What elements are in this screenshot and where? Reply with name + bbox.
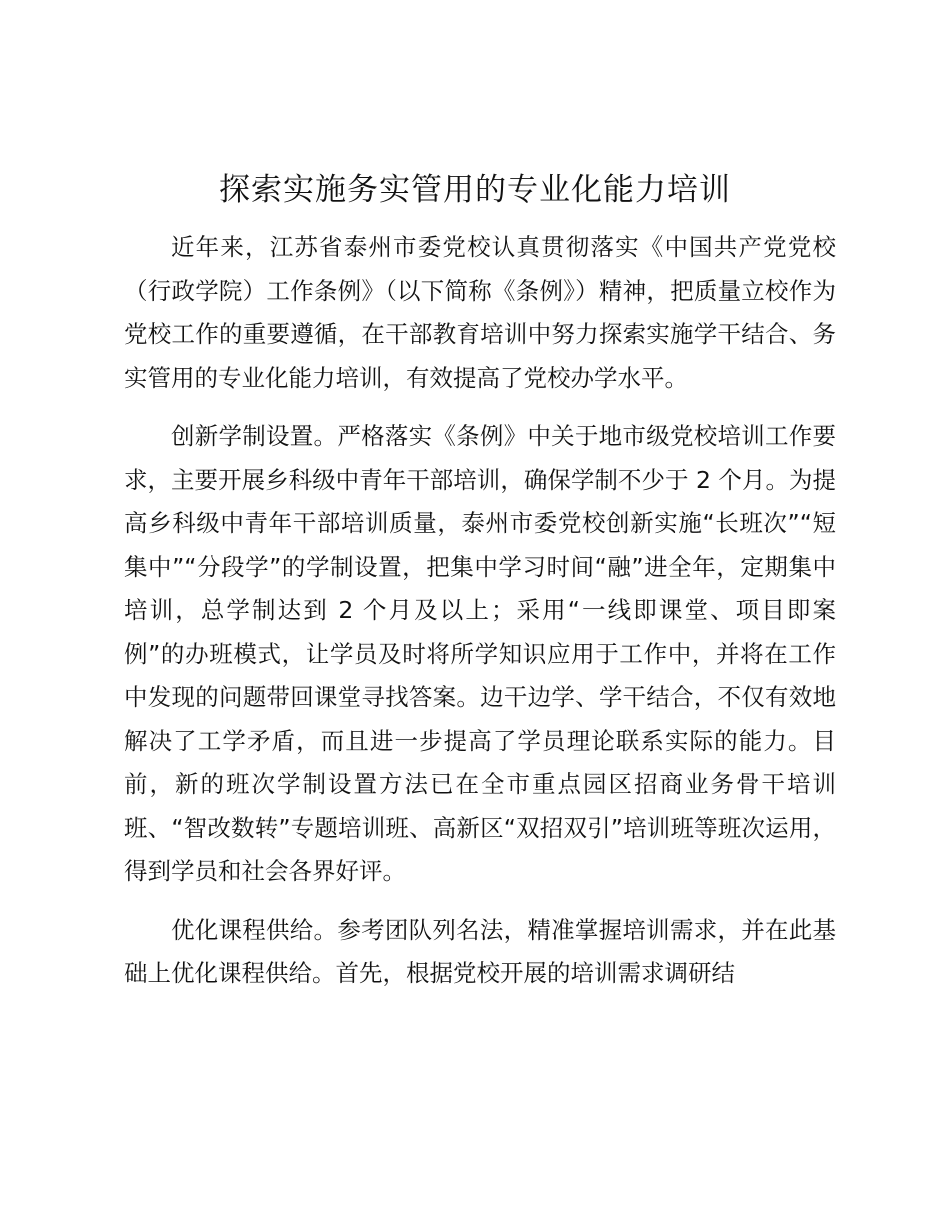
paragraph-intro: 近年来，江苏省泰州市委党校认真贯彻落实《中国共产党党校（行政学院）工作条例》（以下简称《条例》）精神，把质量立校作为党校工作的重要遵循，在干部教育培训中努力探索实施学干结合、务实管用的专业化能力培训，有效提高了党校办学水平。 — [124, 233, 836, 392]
paragraph-course-supply: 优化课程供给。参考团队列名法，精准掌握培训需求，并在此基础上优化课程供给。首先，根据党校开展的培训需求调研结 — [124, 915, 836, 987]
document-body — [124, 226, 836, 996]
paragraph-schooling-system: 创新学制设置。严格落实《条例》中关于地市级党校培训工作要求，主要开展乡科级中青年干部培训，确保学制不少于 2 个月。为提高乡科级中青年干部培训质量，泰州市委党校创新实施“长班次”“短集中”“分段学”的学制设置，把集中学习时间“融”进全年，定期集中培训，总学制达到 2 个月及以上；采用“一线即课堂、项目即案例”的办班模式，让学员及时将所学知识应用于工作中，并将在工作中发现的问题带回课堂寻找答案。边干边学、学干结合，不仅有效地解决了工学矛盾，而且进一步提高了学员理论联系实际的能力。目前，新的班次学制设置方法已在全市重点园区招商业务骨干培训班、“智改数转”专题培训班、高新区“双招双引”培训班等班次运用，得到学员和社会各界好评。 — [124, 422, 836, 885]
document-title: 探索实施务实管用的专业化能力培训 — [219, 172, 731, 208]
